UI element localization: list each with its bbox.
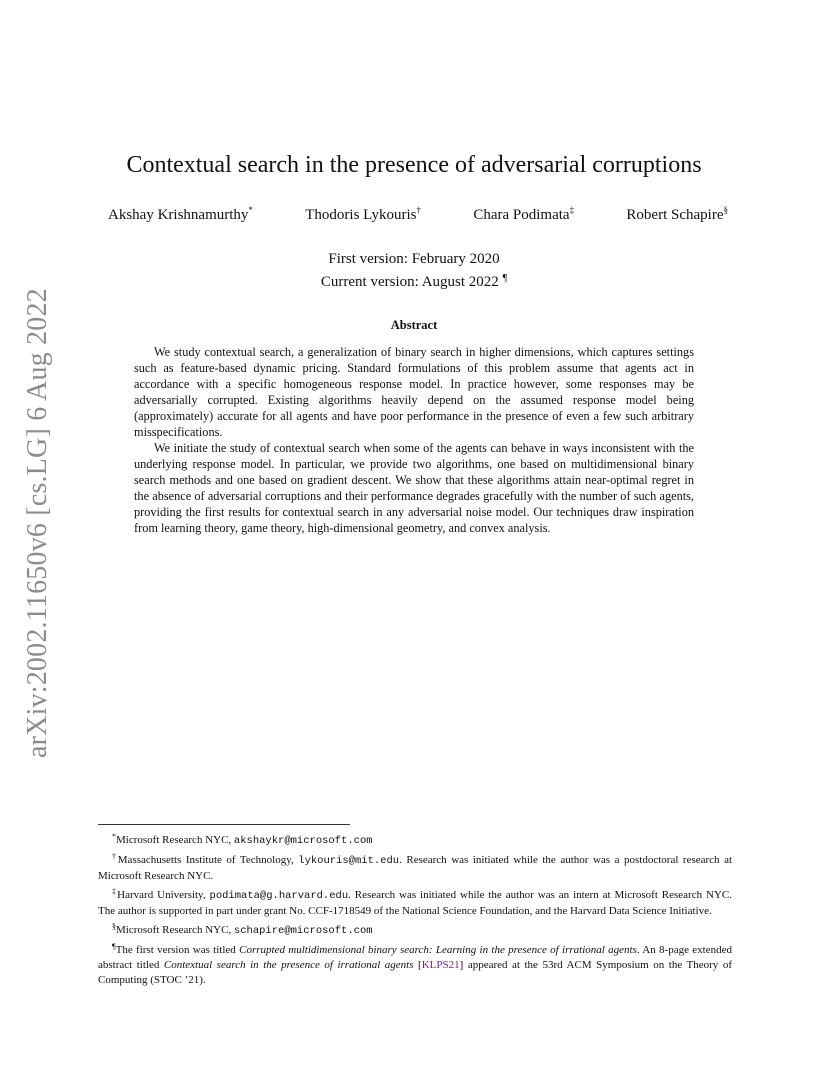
footnote-mark[interactable]: * [248, 205, 253, 215]
author-list [108, 205, 728, 224]
footnote: ‡Harvard University, podimata@g.harvard.edu. Research was initiated while the author was an intern at Microsoft Research NYC. The author is supported in part under grant No. CCF-1718549 of the National Science Foundation, and the Harvard Data Science Initiative. [98, 887, 732, 917]
email-link[interactable]: schapire@microsoft.com [233, 925, 373, 937]
footnote-mark[interactable]: § [723, 205, 728, 215]
first-version: First version: February 2020 [328, 251, 500, 267]
footnote: *Microsoft Research NYC, akshaykr@microsoft.com [112, 832, 373, 847]
author: Chara Podimata‡ [473, 205, 575, 223]
footnote: ¶The first version was titled Corrupted multidimensional binary search: Learning in the presence of irrational agents. An 8-page extended abstract titled Contextual search in the presence of irrational agents [KLPS21] appeared at the 53rd ACM Symposium on the Theory of Computing (STOC ’21). [98, 942, 732, 986]
arxiv-stamp: arXiv:2002.11650v6 [cs.LG] 6 Aug 2022 [22, 288, 53, 758]
paper-title: Contextual search in the presence of adversarial corruptions [126, 152, 702, 178]
footnote-mark[interactable]: † [416, 205, 421, 215]
footnote-mark[interactable]: ¶ [502, 273, 508, 284]
author: Robert Schapire§ [626, 205, 728, 223]
abstract-paragraph: We study contextual search, a generalization of binary search in higher dimensions, which captures settings such as feature-based dynamic pricing. Standard formulations of this problem assume that agents act in accordance with a specific homogeneous response model. In practice however, some responses may be adversarially corrupted. Existing algorithms heavily depend on the assumed response model being (approximately) accurate for all agents and have poor performance in the presence of even a few such arbitrary misspecifications. [134, 345, 694, 439]
email-link[interactable]: akshaykr@microsoft.com [233, 835, 373, 847]
footnote: §Microsoft Research NYC, schapire@microsoft.com [112, 922, 373, 937]
abstract-body [134, 344, 694, 536]
abstract-heading: Abstract [390, 318, 438, 332]
footnote-mark[interactable]: ‡ [569, 205, 575, 215]
current-version: Current version: August 2022 ¶ [320, 273, 508, 290]
citation-link[interactable]: KLPS21 [421, 959, 460, 971]
author: Akshay Krishnamurthy* [108, 205, 253, 223]
email-link[interactable]: lykouris@mit.edu [298, 855, 400, 867]
author: Thodoris Lykouris† [305, 205, 421, 223]
email-link[interactable]: podimata@g.harvard.edu [209, 890, 349, 902]
footnote-divider [98, 824, 350, 825]
footnotes [98, 829, 732, 988]
footnote: †Massachusetts Institute of Technology, lykouris@mit.edu. Research was initiated while the author was a postdoctoral research at Microsoft Research NYC. [98, 852, 733, 882]
abstract-paragraph: We initiate the study of contextual search when some of the agents can behave in ways inconsistent with the underlying response model. In particular, we provide two algorithms, one based on multidimensional binary search methods and one based on gradient descent. We show that these algorithms attain near-optimal regret in the absence of adversarial corruptions and their performance degrades gracefully with the number of such agents, providing the first results for contextual search in any adversarial noise model. Our techniques draw inspiration from learning theory, game theory, high-dimensional geometry, and convex analysis. [134, 441, 694, 535]
version-info [0, 250, 828, 292]
